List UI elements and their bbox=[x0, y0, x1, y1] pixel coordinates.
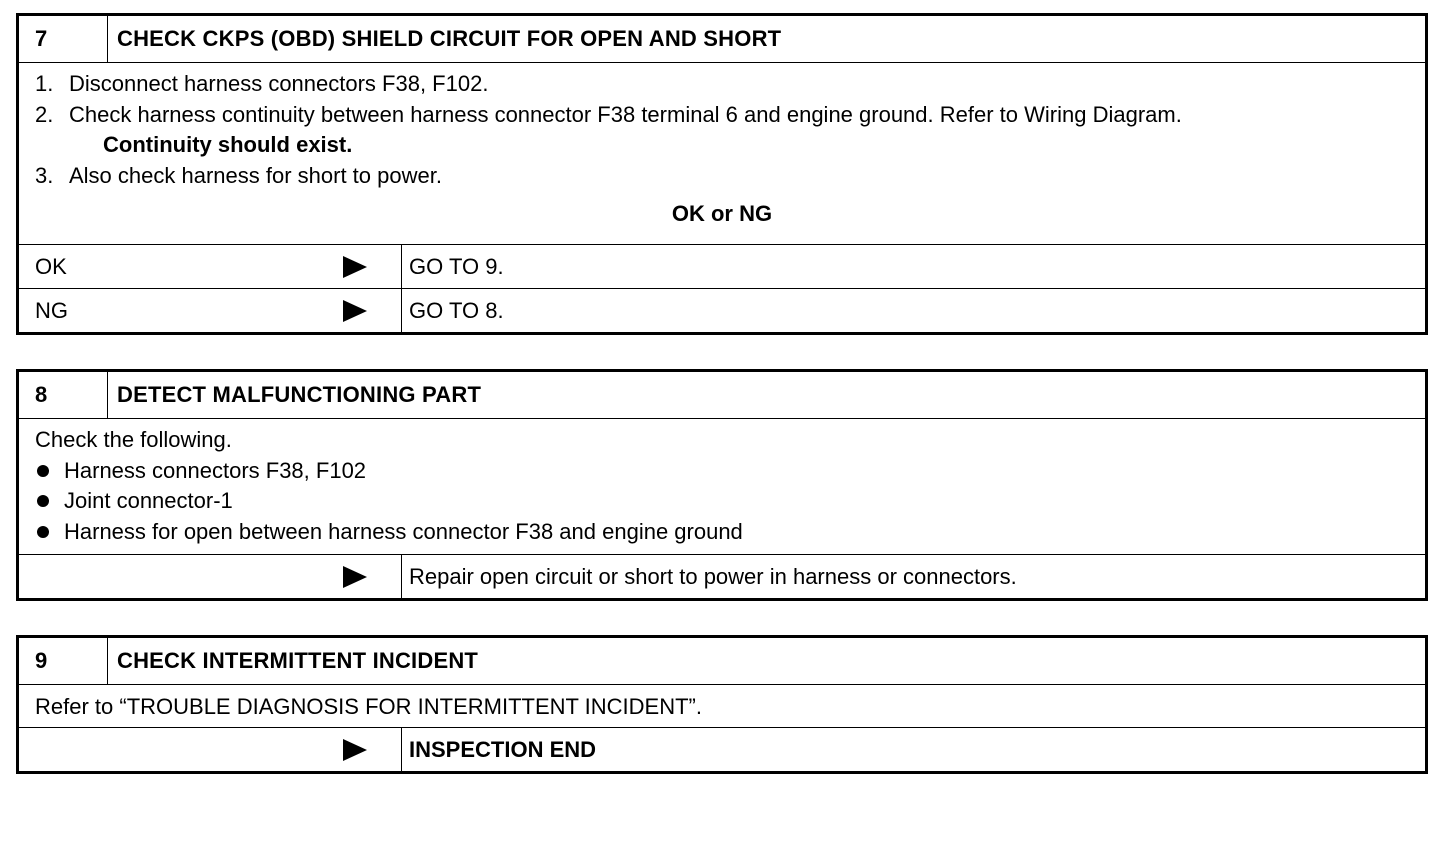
result-label-cell bbox=[19, 245, 402, 288]
right-triangle-arrow-icon bbox=[343, 566, 367, 588]
instruction-text: Check harness continuity between harness connector F38 terminal 6 and engine ground. Refer to Wiring Diagram. bbox=[69, 101, 1182, 127]
instruction-item-3 bbox=[35, 161, 1425, 192]
result-label-cell bbox=[19, 555, 402, 598]
instruction-index: 1. bbox=[35, 71, 54, 96]
step-9-box bbox=[16, 635, 1428, 774]
result-action: INSPECTION END bbox=[409, 736, 597, 762]
step-7-title: CHECK CKPS (OBD) SHIELD CIRCUIT FOR OPEN AND SHORT bbox=[117, 26, 782, 51]
instruction-index: 3. bbox=[35, 162, 54, 188]
step-9-number: 9 bbox=[19, 638, 108, 684]
step-8-number: 8 bbox=[19, 372, 108, 418]
result-action: Repair open circuit or short to power in harness or connectors. bbox=[409, 563, 1017, 589]
step-8-header bbox=[19, 372, 1425, 418]
result-row-end bbox=[19, 727, 1425, 771]
result-row-ok bbox=[19, 244, 1425, 288]
instruction-item-2 bbox=[35, 100, 1425, 131]
continuity-note: Continuity should exist. bbox=[103, 132, 353, 157]
check-item-text: Joint connector-1 bbox=[64, 488, 233, 513]
step-8-checklist bbox=[19, 418, 1425, 554]
check-item-1 bbox=[35, 456, 1425, 487]
result-label: NG bbox=[35, 297, 68, 323]
result-label: OK bbox=[35, 253, 67, 279]
check-item-2 bbox=[35, 486, 1425, 517]
check-item-3 bbox=[35, 517, 1425, 548]
step-7-number: 7 bbox=[19, 16, 108, 62]
instruction-text: Also check harness for short to power. bbox=[69, 162, 442, 188]
ok-or-ng-label: OK or NG bbox=[671, 201, 773, 226]
step-9-header bbox=[19, 638, 1425, 684]
step-8-title: DETECT MALFUNCTIONING PART bbox=[117, 382, 482, 407]
result-label-cell bbox=[19, 728, 402, 771]
check-item-text: Harness connectors F38, F102 bbox=[64, 457, 367, 483]
check-item-text: Harness for open between harness connector F38 and engine ground bbox=[64, 518, 743, 544]
step-9-title: CHECK INTERMITTENT INCIDENT bbox=[117, 648, 479, 673]
check-intro: Check the following. bbox=[35, 427, 232, 452]
step-7-box bbox=[16, 13, 1428, 335]
step-7-header bbox=[19, 16, 1425, 62]
result-action: GO TO 8. bbox=[409, 297, 504, 323]
result-row-repair bbox=[19, 554, 1425, 598]
step-9-reference: Refer to “TROUBLE DIAGNOSIS FOR INTERMITTENT INCIDENT”. bbox=[19, 684, 1425, 727]
result-row-ng bbox=[19, 288, 1425, 332]
instruction-index: 2. bbox=[35, 101, 54, 127]
step-7-instructions bbox=[19, 62, 1425, 244]
step-8-box bbox=[16, 369, 1428, 601]
right-triangle-arrow-icon bbox=[343, 256, 367, 278]
result-action: GO TO 9. bbox=[409, 253, 504, 279]
bullet-icon bbox=[37, 465, 49, 477]
right-triangle-arrow-icon bbox=[343, 300, 367, 322]
right-triangle-arrow-icon bbox=[343, 739, 367, 761]
bullet-icon bbox=[37, 526, 49, 538]
instruction-text: Disconnect harness connectors F38, F102. bbox=[69, 71, 489, 96]
instruction-item-1 bbox=[35, 69, 1425, 100]
result-label-cell bbox=[19, 289, 402, 332]
bullet-icon bbox=[37, 495, 49, 507]
